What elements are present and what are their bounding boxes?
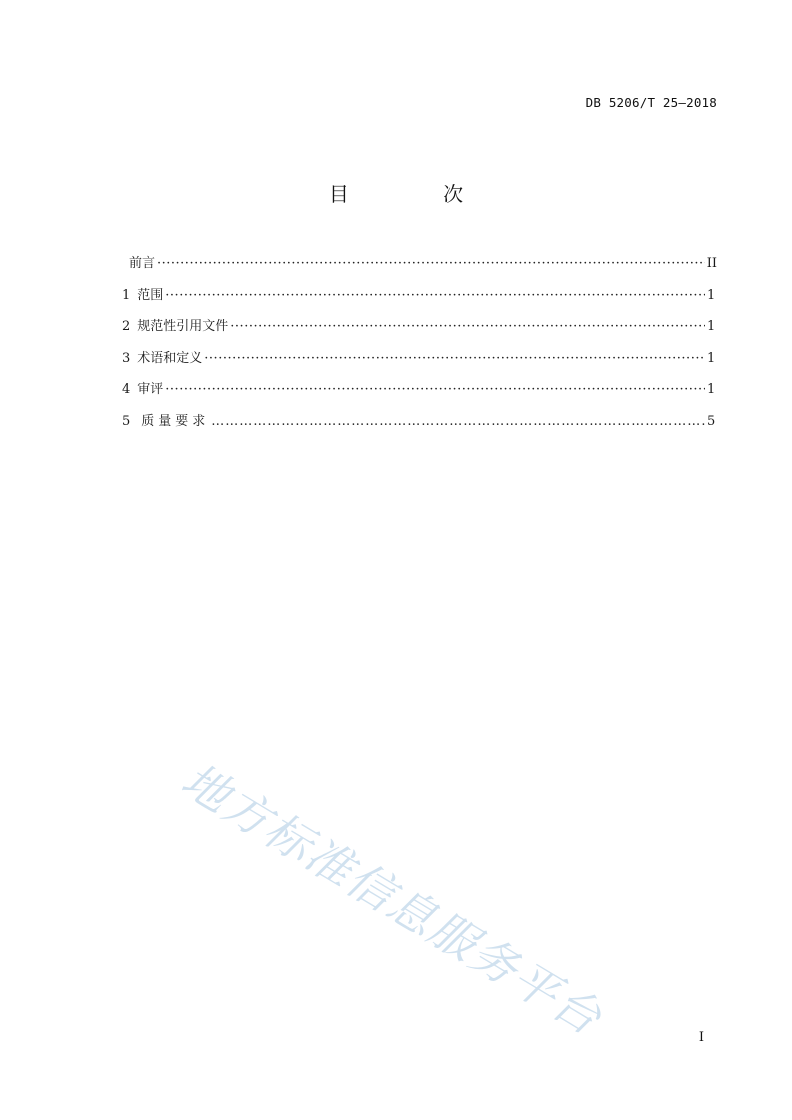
toc-entry-scope[interactable] bbox=[122, 286, 715, 318]
toc-entry-number: 1 bbox=[122, 287, 131, 303]
toc-entry-number: 5 bbox=[122, 413, 135, 429]
toc-entry-page: 1 bbox=[707, 382, 716, 397]
toc-entry-review[interactable] bbox=[122, 380, 715, 412]
watermark-text: 地方标准信息服务平台 bbox=[172, 752, 612, 1046]
toc-leader-dots bbox=[165, 286, 705, 306]
toc-entry-normative-references[interactable] bbox=[122, 317, 715, 349]
toc-entry-terms-definitions[interactable] bbox=[122, 349, 715, 381]
toc-title: 目 次 bbox=[328, 182, 508, 206]
toc-leader-dots bbox=[211, 412, 705, 432]
toc-entry-page: 1 bbox=[707, 350, 716, 366]
page-number: I bbox=[698, 1030, 704, 1045]
toc-entry-label: 前言 bbox=[129, 256, 156, 271]
toc-entry-label: 4 审评 bbox=[122, 380, 163, 400]
toc-leader-dots bbox=[165, 380, 705, 400]
toc-entry-label: 5 质量要求 bbox=[122, 412, 209, 432]
toc-entry-label: 3 术语和定义 bbox=[122, 349, 202, 369]
toc-entry-page: 1 bbox=[707, 319, 716, 334]
toc-entry-page: 1 bbox=[707, 287, 716, 303]
toc-entry-number: 2 bbox=[122, 319, 131, 334]
toc-entry-page: II bbox=[706, 256, 718, 271]
document-code: DB 5206/T 25—2018 bbox=[585, 95, 717, 110]
toc-leader-dots bbox=[204, 349, 705, 369]
toc-entry-number: 4 bbox=[122, 382, 131, 397]
toc-entry-label: 2 规范性引用文件 bbox=[122, 317, 228, 337]
toc-leader-dots bbox=[230, 317, 705, 337]
toc-entry-number: 3 bbox=[122, 350, 131, 366]
toc-entry-quality-requirements[interactable] bbox=[122, 412, 715, 444]
toc-entry-foreword[interactable] bbox=[122, 254, 718, 286]
toc-entry-label: 1 范围 bbox=[122, 286, 163, 306]
table-of-contents bbox=[122, 254, 718, 443]
toc-leader-dots bbox=[157, 254, 705, 274]
toc-entry-page: 5 bbox=[707, 413, 716, 429]
